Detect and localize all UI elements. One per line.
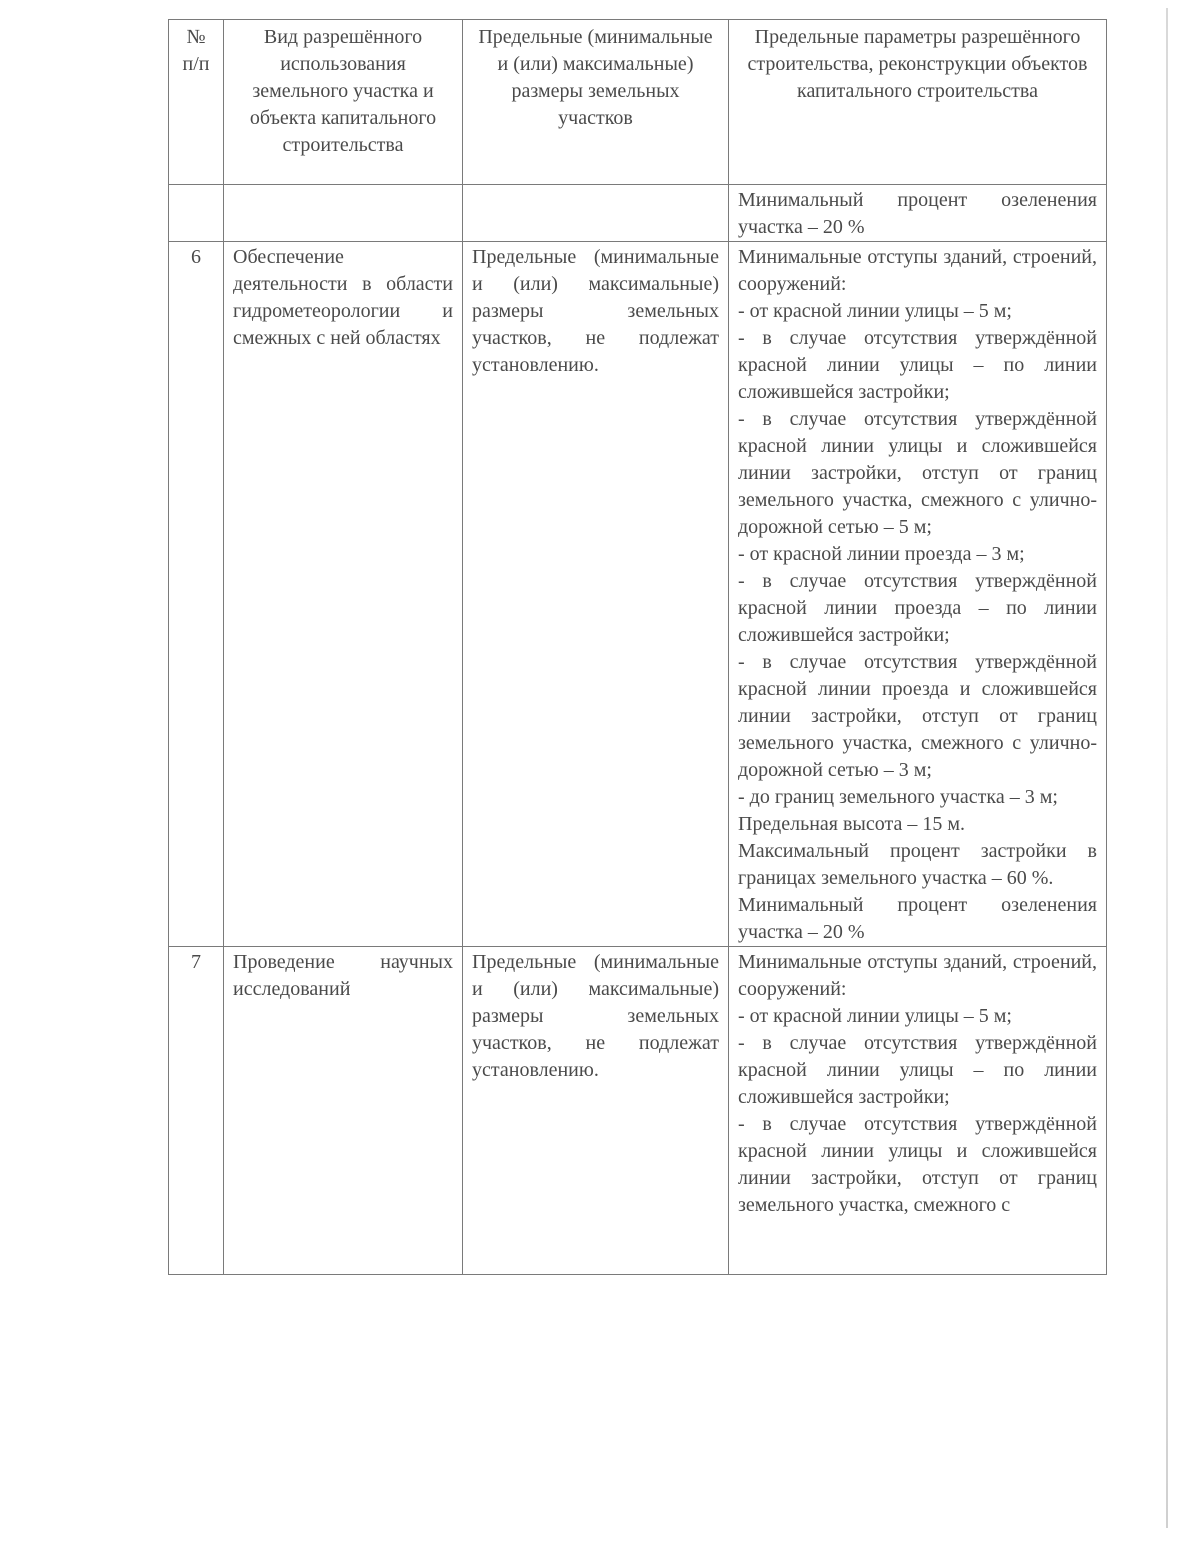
cell-plot-size: Предельные (минимальные и (или) максимальные) размеры земельных участков, не подлежат установлению. [463,947,729,1275]
param-line: - в случае отсутствия утверждённой красной линии улицы и сложившейся линии застройки, отступ от границ земельного участка, смежного с улично-дорожной сетью – 5 м; [738,408,1097,538]
param-line: - от красной линии проезда – 3 м; [738,543,1025,565]
table-header-row [169,20,1107,185]
param-line: - от красной линии улицы – 5 м; [738,1005,1012,1027]
cell-empty [463,185,729,242]
table-row [169,242,1107,947]
param-line: Предельная высота – 15 м. [738,813,966,835]
zoning-parameters-table [168,19,1107,1275]
param-line: Минимальный процент озеленения участка – 20 % [738,894,1097,943]
param-line: Минимальные отступы зданий, строений, сооружений: [738,951,1097,1000]
cell-plot-size: Предельные (минимальные и (или) максимальные) размеры земельных участков, не подлежат установлению. [463,242,729,947]
param-line: - в случае отсутствия утверждённой красной линии проезда – по линии сложившейся застройки; [738,570,1097,646]
header-plot-size: Предельные (минимальные и (или) максимальные) размеры земельных участков [463,20,729,185]
header-number: № п/п [169,20,224,185]
param-line: Минимальные отступы зданий, строений, сооружений: [738,246,1097,295]
scan-edge-line [1166,8,1168,1528]
table-row [169,947,1107,1275]
param-line: - до границ земельного участка – 3 м; [738,786,1058,808]
cell-use-type: Проведение научных исследований [224,947,463,1275]
param-line: - в случае отсутствия утверждённой красной линии улицы и сложившейся линии застройки, отступ от границ земельного участка, смежного с [738,1113,1097,1216]
header-construction-params: Предельные параметры разрешённого строительства, реконструкции объектов капитального строительства [729,20,1107,185]
cell-params-continuation: Минимальный процент озеленения участка – 20 % [729,185,1107,242]
cell-number: 6 [169,242,224,947]
header-use-type: Вид разрешённого использования земельного участка и объекта капитального строительства [224,20,463,185]
param-line: - в случае отсутствия утверждённой красной линии проезда и сложившейся линии застройки, отступ от границ земельного участка, смежного с улично-дорожной сетью – 3 м; [738,651,1097,781]
param-line: - от красной линии улицы – 5 м; [738,300,1012,322]
cell-use-type: Обеспечение деятельности в области гидрометеорологии и смежных с ней областях [224,242,463,947]
param-line: - в случае отсутствия утверждённой красной линии улицы – по линии сложившейся застройки; [738,327,1097,403]
param-line: Максимальный процент застройки в границах земельного участка – 60 %. [738,840,1097,889]
cell-empty [169,185,224,242]
cell-construction-params [729,947,1107,1275]
cell-number: 7 [169,947,224,1275]
param-line: - в случае отсутствия утверждённой красной линии улицы – по линии сложившейся застройки; [738,1032,1097,1108]
table-row-continuation [169,185,1107,242]
cell-empty [224,185,463,242]
cell-construction-params [729,242,1107,947]
